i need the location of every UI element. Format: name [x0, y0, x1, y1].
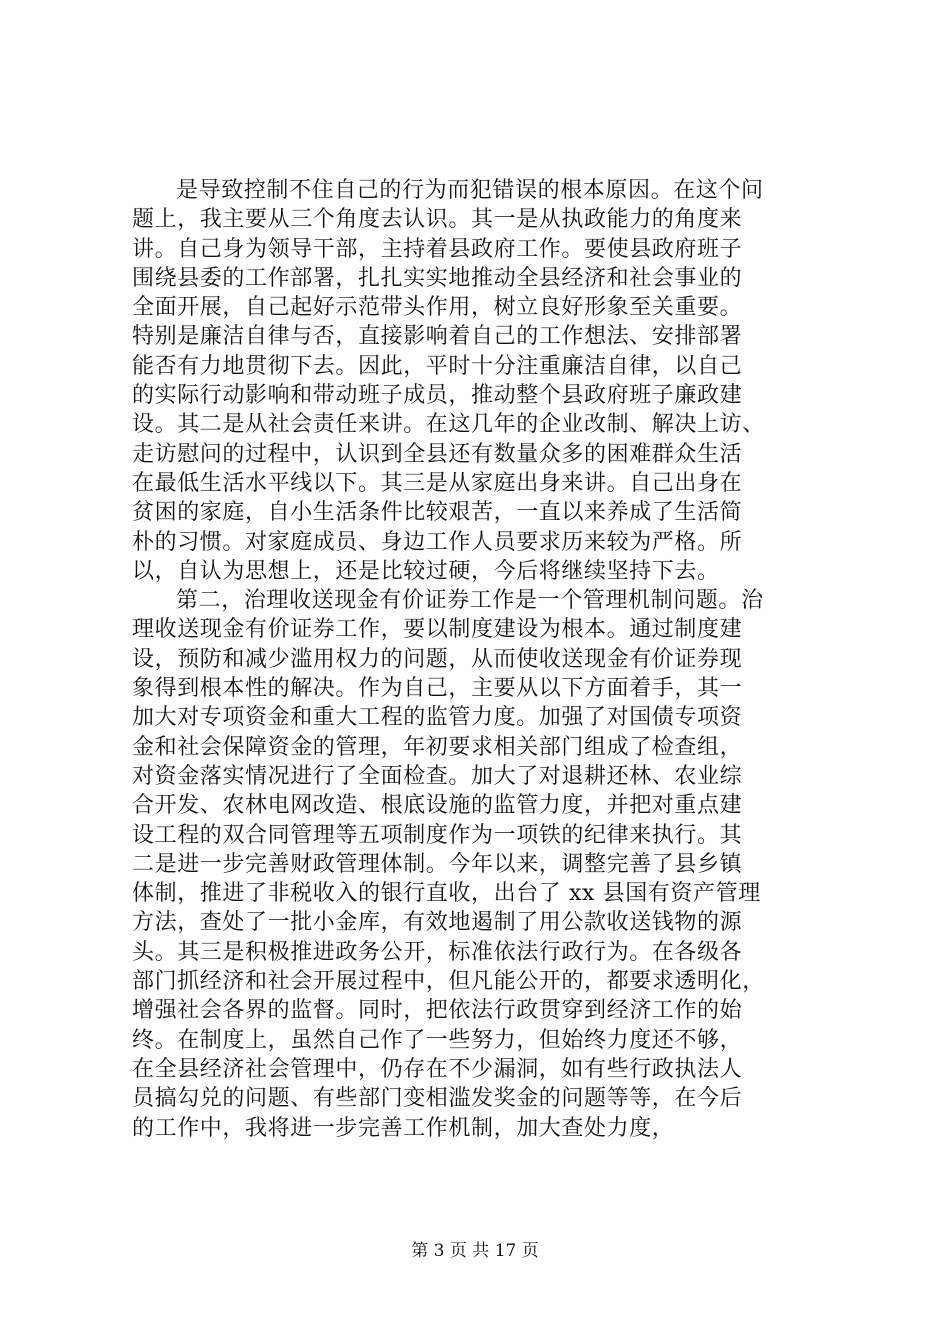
text-line: 体制，推进了非税收入的银行直收，出台了 xx 县国有资产管理	[132, 881, 761, 907]
text-line: 理收送现金有价证券工作，要以制度建设为根本。通过制度建	[132, 617, 743, 643]
text-line: 能否有力地贯彻下去。因此，平时十分注重廉洁自律，以自己	[132, 353, 743, 379]
text-line: 是导致控制不住自己的行为而犯错误的根本原因。在这个问	[176, 178, 764, 203]
text-line: 在全县经济社会管理中，仍存在不少漏洞，如有些行政执法人	[132, 1056, 743, 1082]
text-line: 的工作中，我将进一步完善工作机制，加大查处力度，	[132, 1115, 675, 1141]
text-line: 题上，我主要从三个角度去认识。其一是从执政能力的角度来	[132, 207, 743, 233]
text-line: 员搞勾兑的问题、有些部门变相滥发奖金的问题等等，在今后	[132, 1086, 743, 1112]
text-line: 围绕县委的工作部署，扎扎实实地推动全县经济和社会事业的	[132, 265, 743, 291]
text-line: 二是进一步完善财政管理体制。今年以来，调整完善了县乡镇	[132, 851, 743, 877]
text-line: 走访慰问的过程中，认识到全县还有数量众多的困难群众生活	[132, 441, 743, 467]
page-number-label: 第 3 页 共 17 页	[411, 1241, 539, 1261]
text-line: 以，自认为思想上，还是比较过硬，今后将继续坚持下去。	[132, 558, 720, 584]
text-line: 在最低生活水平线以下。其三是从家庭出身来讲。自己出身在	[132, 470, 743, 496]
text-line: 象得到根本性的解决。作为自己，主要从以下方面着手，其一	[132, 676, 743, 702]
text-line: 金和社会保障资金的管理，年初要求相关部门组成了检查组，	[132, 734, 743, 760]
text-line: 设。其二是从社会责任来讲。在这几年的企业改制、解决上访、	[132, 412, 765, 438]
text-line: 贫困的家庭，自小生活条件比较艰苦，一直以来养成了生活简	[132, 500, 743, 526]
body-text	[132, 176, 832, 1143]
text-line: 朴的习惯。对家庭成员、身边工作人员要求历来较为严格。所	[132, 529, 743, 555]
paragraph	[132, 176, 832, 586]
text-line: 讲。自己身为领导干部，主持着县政府工作。要使县政府班子	[132, 236, 743, 262]
text-line: 特别是廉洁自律与否，直接影响着自己的工作想法、安排部署	[132, 324, 743, 350]
text-line: 设工程的双合同管理等五项制度作为一项铁的纪律来执行。其	[132, 822, 743, 848]
text-line: 方法，查处了一批小金库，有效地遏制了用公款收送钱物的源	[132, 910, 743, 936]
text-line: 部门抓经济和社会开展过程中，但凡能公开的，都要求透明化，	[132, 969, 765, 995]
text-line: 对资金落实情况进行了全面检查。加大了对退耕还林、农业综	[132, 763, 743, 789]
text-line: 终。在制度上，虽然自己作了一些努力，但始终力度还不够，	[132, 1027, 743, 1053]
text-line: 增强社会各界的监督。同时，把依法行政贯穿到经济工作的始	[132, 998, 743, 1024]
page-footer	[0, 1239, 950, 1263]
text-line: 头。其三是积极推进政务公开，标准依法行政行为。在各级各	[132, 939, 743, 965]
text-line: 第二，治理收送现金有价证券工作是一个管理机制问题。治	[176, 588, 764, 614]
text-line: 的实际行动影响和带动班子成员，推动整个县政府班子廉政建	[132, 383, 743, 409]
text-line: 全面开展，自己起好示范带头作用，树立良好形象至关重要。	[132, 295, 743, 321]
text-line: 加大对专项资金和重大工程的监管力度。加强了对国债专项资	[132, 705, 743, 731]
text-line: 合开发、农林电网改造、根底设施的监管力度，并把对重点建	[132, 793, 743, 819]
paragraph	[132, 586, 832, 1143]
text-line: 设，预防和减少滥用权力的问题，从而使收送现金有价证券现	[132, 646, 743, 672]
